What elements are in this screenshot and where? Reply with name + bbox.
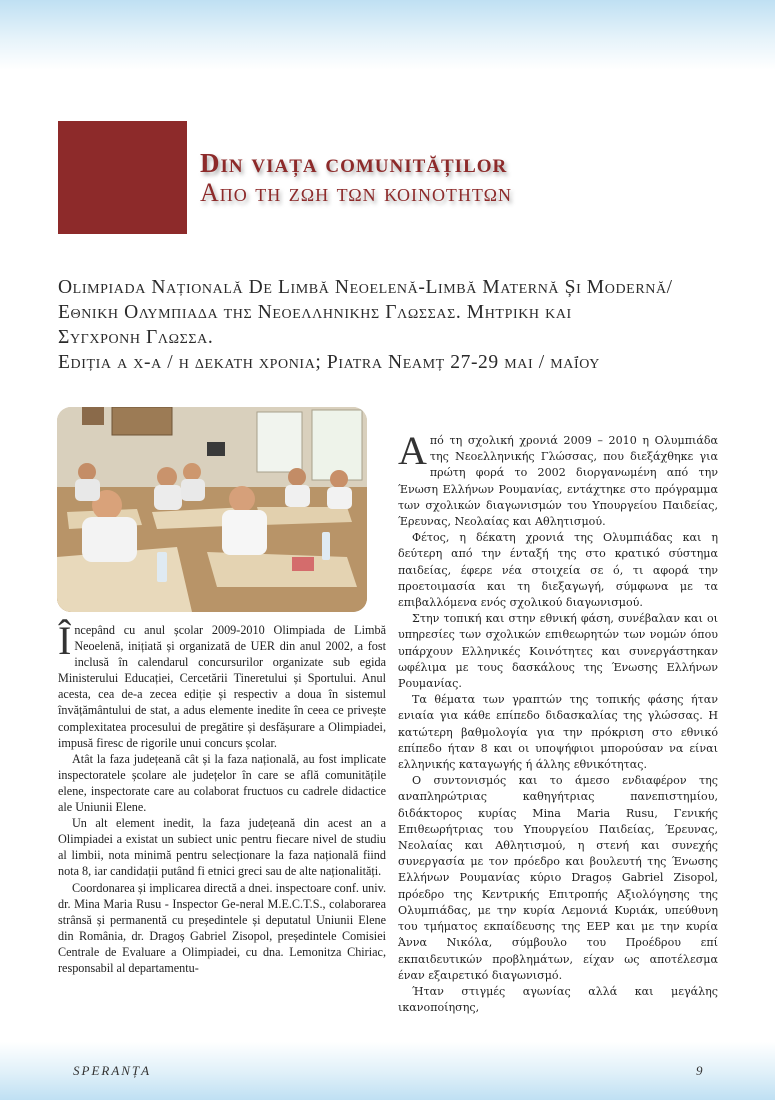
section-title [200,148,720,208]
paragraph: Ήταν στιγμές αγωνίας αλλά και μεγάλης ικανοποίησης, [398,984,718,1015]
section-title-greek: Απο τη ζωη των κοινοτητων [200,178,512,207]
paragraph: Un alt element inedit, la faza județeană din acest an a Olimpiadei a existat un subiect unic pentru fiecare nivel de studiu al limbii, nota minimă pentru selecționare la faza națională fiind nota 8, iar candidații putând fi etnici greci sau de alte naționalități. [58,816,386,879]
magazine-name: SPERANȚA [73,1063,152,1078]
article-column-greek [398,428,718,1016]
paragraph: Φέτος, η δέκατη χρονιά της Ολυμπιάδας και η δεύτερη από την ένταξή της στο κρατικό σύστημα παιδείας, έφερε νέα στοιχεία σε ό, τι αφορά την προετοιμασία και τη διεξαγωγή, σύμφωνα με τα επιβαλλόμενα ενός σχολικού διαγωνισμού. [398,531,718,610]
drop-cap: Α [398,428,427,473]
section-marker-square [58,121,187,234]
paragraph: Începând cu anul școlar 2009-2010 Olimpiada de Limbă Neoelenă, inițiată și organizată de UER din anul 2002, a fost inclusă în calendarul concursurilor organizate sub egida Ministerului Educației, Cercetării Tineretului și Sportului. Anul acesta, cea de-a zecea ediție și respectiv a doua în sistemul învățământului de stat, a adus elemente inedite în ceea ce privește complexitatea procesului de pregătire și desfășurare a Olimpiadei, impusă firesc de rigorile unui concurs școlar. [58,618,386,750]
article-title-line-3: Συγχρονη Γλωσσα. [58,327,214,348]
article-title-line-2: Εθνικη Ολυμπιαδα της Νεοελληνικης Γλωσσας. Μητρικη και [58,302,572,323]
article-title [58,275,738,375]
paragraph: Atât la faza județeană cât și la faza națională, au fost implicate inspectoratele școlare ale județelor în care se află comunitățile elene, inspectorate care au colaborat fructuos cu cadrele didactice ale Uniunii Elene. [58,751,386,815]
section-title-romanian: Din viața comunităților [200,148,508,178]
article-column-romanian [58,618,386,976]
paragraph: Στην τοπική και στην εθνική φάση, συνέβαλαν και οι υπηρεσίες των σχολικών επιθεωρητών των νομών όπου υπάρχουν Ελληνικές Κοινότητες και συνεργάστηκαν ωφέλιμα με τους δασκάλους της Ένωσης Ελλήνων Ρουμανίας. [398,612,718,691]
classroom-photo [57,407,367,612]
paragraph: Coordonarea și implicarea directă a dnei. inspectoare conf. univ. dr. Mina Maria Rusu - Inspector Ge-neral M.E.C.T.S., colaborarea strânsă și permanentă cu președintele și deputatul Uniunii Elene din România, dr. Dragoș Gabriel Zisopol, președintele Comisiei Centrale de Evaluare a Olimpiadei, cu dna. Lemonitza Chiriac, responsabil al departamentu- [58,880,386,975]
paragraph: Από τη σχολική χρονιά 2009 – 2010 η Ολυμπιάδα της Νεοελληνικής Γλώσσας, που διεξάχθηκε για πρώτη φορά το 2002 διοργανωμένη από την Ένωση Ελλήνων Ρουμανίας, εντάχτηκε στο πρόγραμμα των σχολικών διαγωνισμών του Υπουργείου Παιδείας, Έρευνας, Νεολαίας και Αθλητισμού. [398,428,718,529]
header-gradient [0,0,775,70]
drop-cap: Î [58,618,72,663]
article-title-line-1: Olimpiada Națională De Limbă Neoelenă-Limbă Maternă Și Modernă/ [58,277,673,298]
article-title-line-4: Ediția a x-a / η δεκατη χρονια; Piatra Neamț 27-29 mai / μαΐου [58,352,600,373]
paragraph: Ο συντονισμός και το άμεσο ενδιαφέρον της αναπληρώτριας καθηγήτριας πανεπιστημίου, διδάκτορος κυρίας Mina Maria Rusu, Γενικής Επιθεωρήτριας του Υπουργείου Παιδείας, Έρευνας, Νεολαίας και Αθλητισμού, η στενή και συνεχής συνεργασία με τον πρόεδρο και βουλευτή της Ένωσης Ελλήνων Ρουμανίας κύριο Dragoș Gabriel Zisopol, πρόεδρο της Κεντρικής Επιτροπής Αξιολόγησης της Ολυμπιάδας, με την κυρία Λεμονιά Κυριάκ, υπεύθυνη του τμήματος εκπαίδευσης της ΕΕΡ και με την κυρία Άννα Νικόλα, σύμβουλο του Προέδρου επί εκπαιδευτικών προβλημάτων, είχαν ως αποτέλεσμα έναν εξαιρετικό διαγωνισμό. [398,774,718,982]
page-number: 9 [696,1063,703,1078]
classroom-photo-illustration [57,407,367,612]
paragraph: Τα θέματα των γραπτών της τοπικής φάσης ήταν ενιαία για κάθε επίπεδο διδασκαλίας της γλώσσας. Η κατώτερη βαθμολογία για την πρόκριση στο εθνικό επίπεδο ήταν 8 και οι υποψήφιοι μπορούσαν να είναι ελληνικής καταγωγής ή άλλης εθνικότητας. [398,693,718,772]
